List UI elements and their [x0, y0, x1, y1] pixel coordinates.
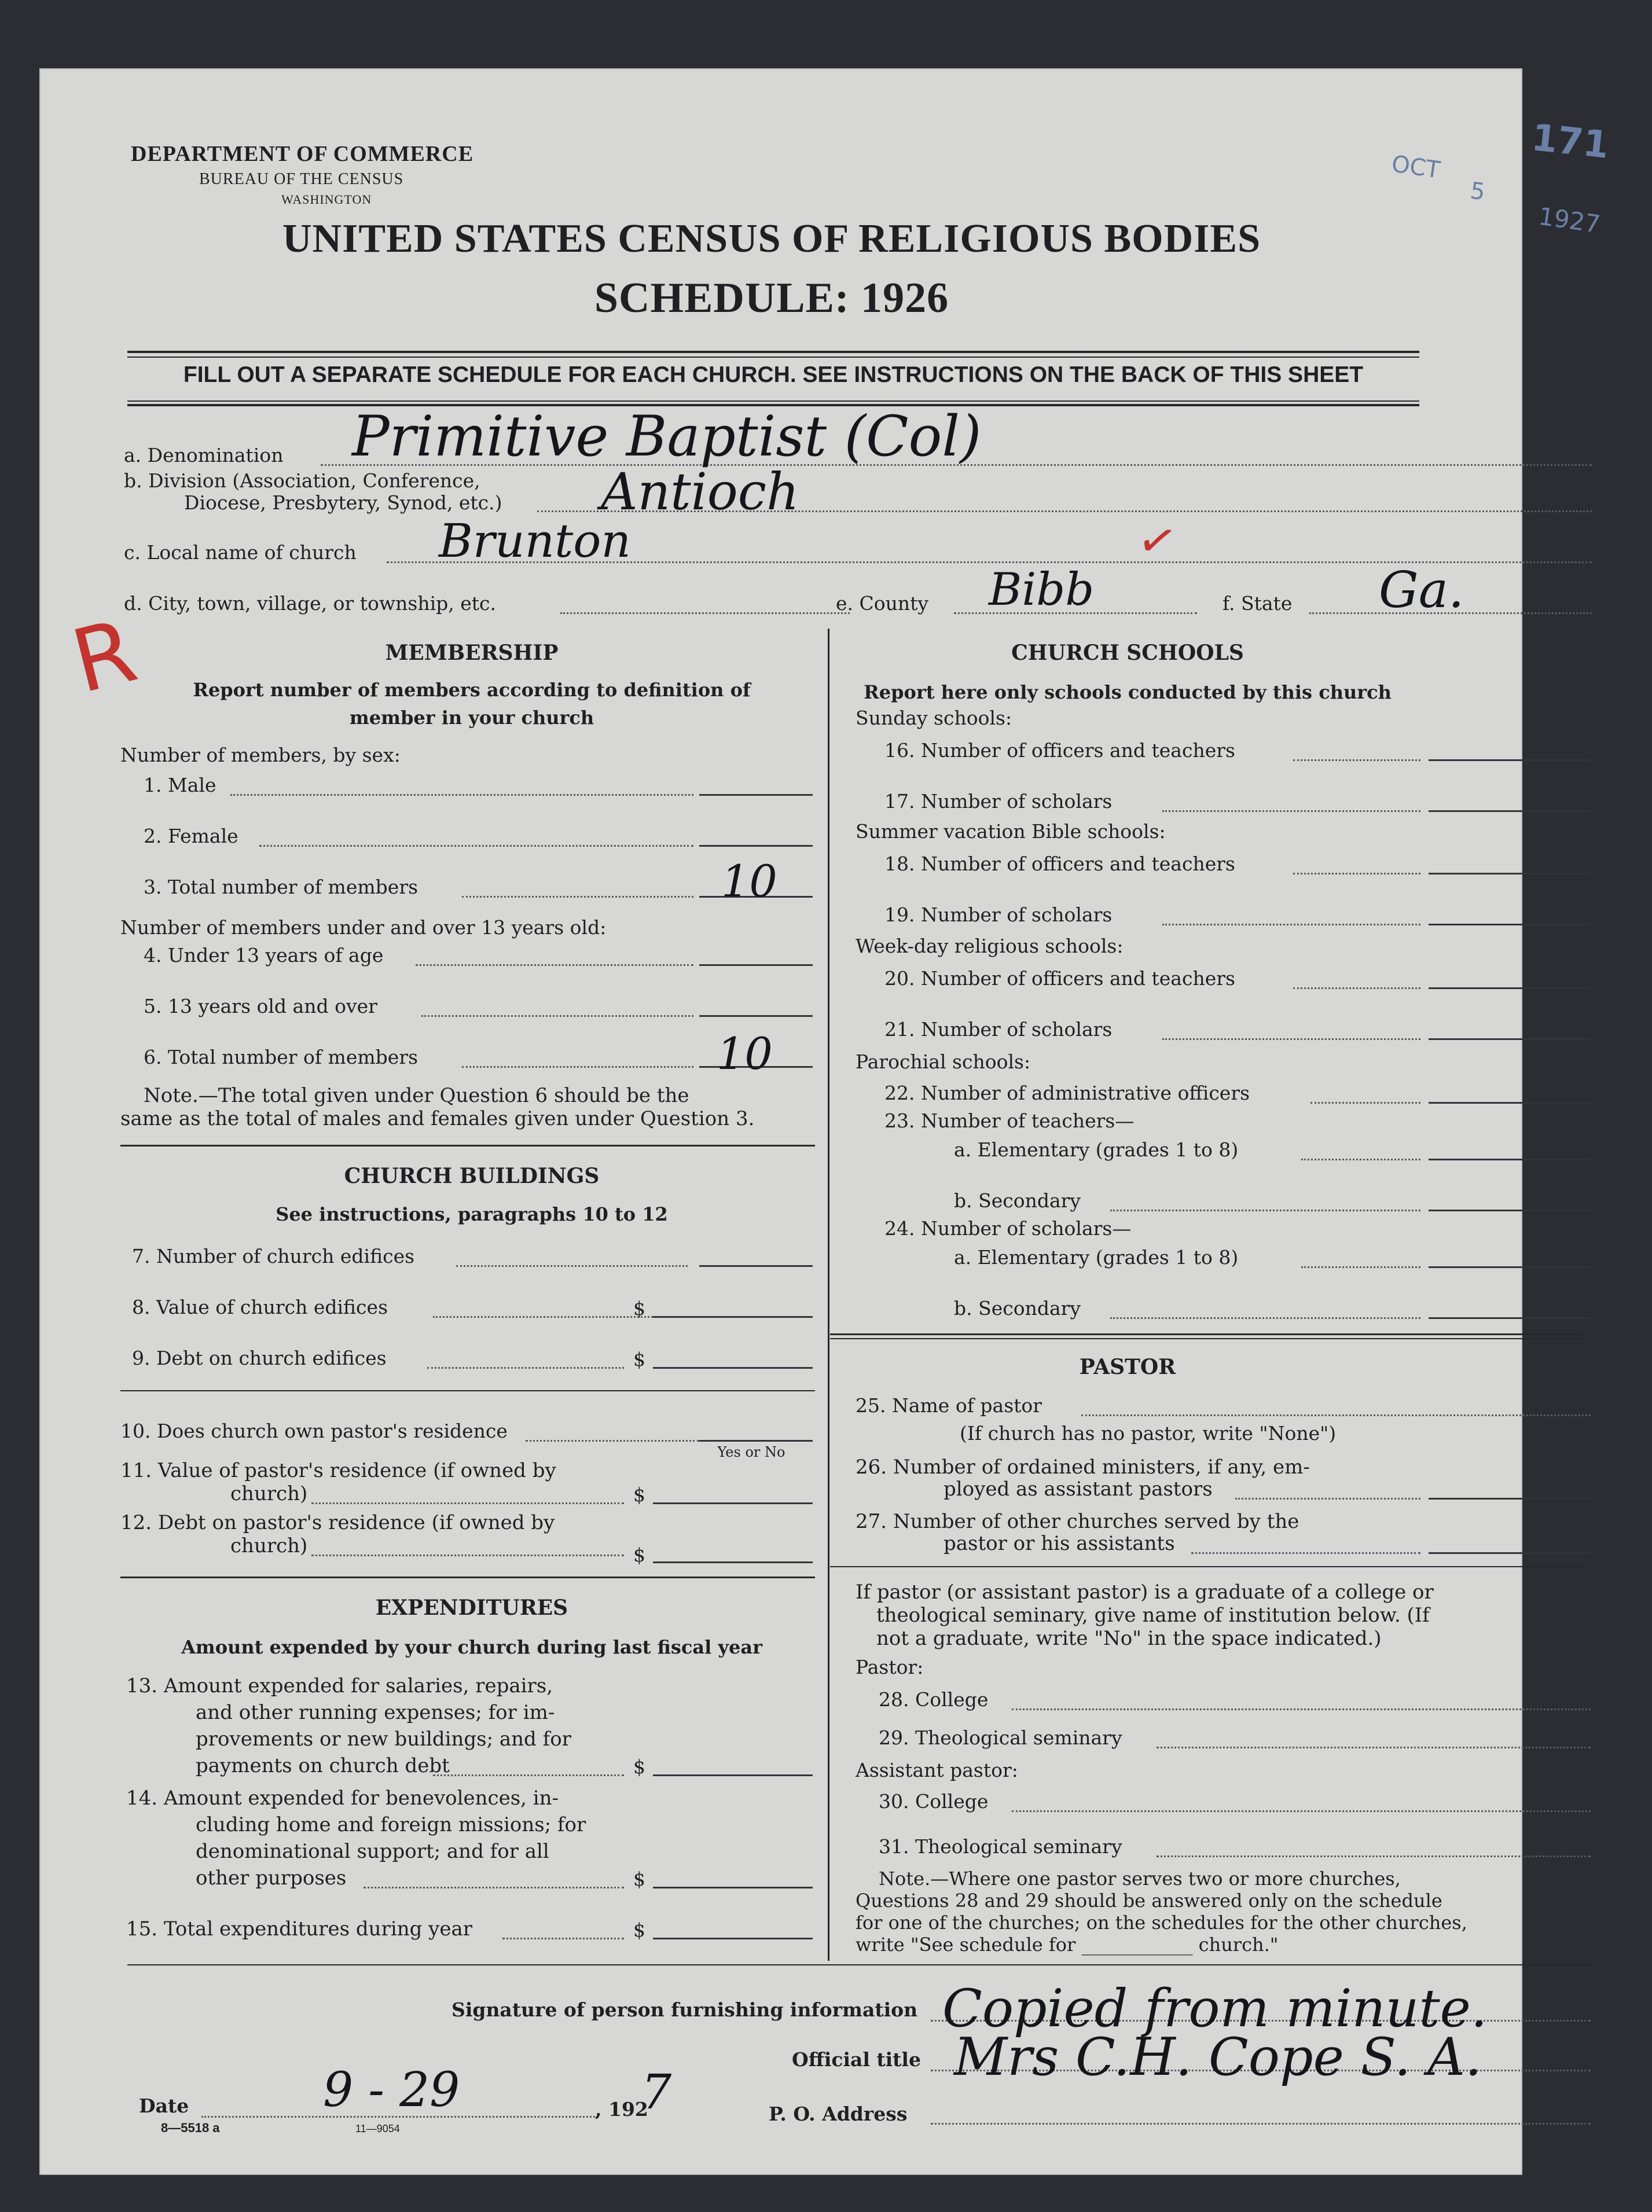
- graduate-instruction-2: theological seminary, give name of institution below. (If: [876, 1604, 1430, 1627]
- q23a-label: a. Elementary (grades 1 to 8): [954, 1138, 1239, 1161]
- q13-label-3: provements or new buildings; and for: [196, 1728, 571, 1751]
- membership-intro-1: Report number of members according to definition of: [193, 679, 751, 701]
- members-by-sex-label: Number of members, by sex:: [120, 744, 401, 766]
- membership-intro-2: member in your church: [349, 707, 594, 729]
- state-label: f. State: [1223, 592, 1293, 615]
- denomination-value: Primitive Baptist (Col): [352, 404, 982, 469]
- q30-field[interactable]: [1012, 1810, 1591, 1812]
- q1-male-field[interactable]: [699, 794, 813, 796]
- parochial-schools-label: Parochial schools:: [856, 1050, 1031, 1073]
- q28-field[interactable]: [1012, 1708, 1591, 1710]
- assistant-pastor-subheading: Assistant pastor:: [856, 1759, 1018, 1781]
- q14-label-4: other purposes: [196, 1866, 347, 1890]
- dollar-sign: $: [633, 1919, 645, 1941]
- pastor-heading: PASTOR: [1079, 1355, 1176, 1379]
- q13-label-2: and other running expenses; for im-: [196, 1701, 555, 1724]
- q4-under13-field[interactable]: [699, 964, 813, 966]
- q24b-field[interactable]: [1429, 1317, 1591, 1319]
- q2-female-label: 2. Female: [144, 825, 238, 847]
- dollar-sign: $: [633, 1297, 645, 1320]
- q12-debt-field[interactable]: [653, 1561, 813, 1563]
- q16-label: 16. Number of officers and teachers: [884, 739, 1235, 762]
- q14-label-2: cluding home and foreign missions; for: [196, 1813, 586, 1836]
- membership-heading: MEMBERSHIP: [385, 641, 559, 665]
- date-label: Date: [139, 2095, 189, 2117]
- official-title-label: Official title: [792, 2048, 921, 2071]
- dollar-sign: $: [633, 1348, 645, 1370]
- q5-over13-label: 5. 13 years old and over: [144, 995, 377, 1017]
- signature-value: Copied from minute.: [942, 1978, 1488, 2039]
- q24a-field[interactable]: [1429, 1266, 1591, 1268]
- schools-heading: CHURCH SCHOOLS: [1011, 641, 1244, 665]
- q6-total-value: 10: [717, 1028, 773, 1079]
- column-divider: [828, 629, 829, 1961]
- pastor-note-3: for one of the churches; on the schedules for the other churches,: [856, 1912, 1467, 1934]
- q19-field[interactable]: [1429, 924, 1591, 925]
- q26-label-2: ployed as assistant pastors: [944, 1478, 1213, 1501]
- dollar-sign: $: [633, 1544, 645, 1566]
- q10-residence-field[interactable]: [699, 1440, 813, 1442]
- po-address-label: P. O. Address: [769, 2103, 908, 2125]
- q7-edifices-label: 7. Number of church edifices: [132, 1245, 415, 1267]
- year-prefix: , 192: [595, 2098, 648, 2121]
- q3-total-value: 10: [721, 855, 777, 907]
- schools-subheading: Report here only schools conducted by this church: [864, 681, 1392, 703]
- dollar-sign: $: [633, 1483, 645, 1506]
- q15-label: 15. Total expenditures during year: [126, 1917, 473, 1941]
- file-number-stamp: 171: [1529, 116, 1611, 167]
- members-by-age-label: Number of members under and over 13 years old:: [120, 916, 607, 939]
- q2-female-field[interactable]: [699, 845, 813, 847]
- summer-schools-label: Summer vacation Bible schools:: [856, 820, 1166, 843]
- q23-label: 23. Number of teachers—: [884, 1109, 1135, 1132]
- q29-label: 29. Theological seminary: [879, 1726, 1122, 1749]
- red-review-mark: R: [63, 600, 146, 714]
- q26-field[interactable]: [1429, 1498, 1591, 1500]
- q9-debt-field[interactable]: [653, 1367, 813, 1369]
- form-title: UNITED STATES CENSUS OF RELIGIOUS BODIES: [282, 216, 1261, 261]
- q29-field[interactable]: [1157, 1747, 1591, 1748]
- q12-label-1: 12. Debt on pastor's residence (if owned by: [120, 1511, 555, 1534]
- q24a-label: a. Elementary (grades 1 to 8): [954, 1246, 1239, 1269]
- weekday-schools-label: Week-day religious schools:: [856, 935, 1124, 957]
- q14-label-3: denominational support; and for all: [196, 1840, 549, 1863]
- expenditures-heading: EXPENDITURES: [375, 1596, 568, 1620]
- q30-label: 30. College: [879, 1790, 989, 1813]
- date-value: 9 - 29: [323, 2063, 460, 2118]
- q16-field[interactable]: [1429, 759, 1591, 761]
- q9-debt-label: 9. Debt on church edifices: [132, 1347, 387, 1369]
- sunday-schools-label: Sunday schools:: [856, 707, 1012, 729]
- q13-amount-field[interactable]: [653, 1774, 813, 1776]
- buildings-heading: CHURCH BUILDINGS: [344, 1164, 600, 1188]
- expenditures-subheading: Amount expended by your church during last fiscal year: [181, 1636, 762, 1658]
- q23b-field[interactable]: [1429, 1210, 1591, 1211]
- q25-note: (If church has no pastor, write "None"): [960, 1422, 1337, 1445]
- q8-value-label: 8. Value of church edifices: [132, 1296, 388, 1318]
- local-name-value: Brunton: [439, 514, 631, 568]
- q17-field[interactable]: [1429, 810, 1591, 812]
- division-label-line1: b. Division (Association, Conference,: [124, 469, 480, 492]
- q21-label: 21. Number of scholars: [884, 1018, 1113, 1041]
- q6-total-label: 6. Total number of members: [144, 1046, 418, 1068]
- q14-amount-field[interactable]: [653, 1887, 813, 1888]
- q28-label: 28. College: [879, 1688, 989, 1711]
- division-label-line2: Diocese, Presbytery, Synod, etc.): [184, 491, 502, 514]
- q3-total-label: 3. Total number of members: [144, 876, 418, 898]
- red-check-mark: ✓: [1133, 510, 1182, 571]
- q12-label-2: church): [230, 1534, 308, 1557]
- q19-label: 19. Number of scholars: [884, 903, 1113, 926]
- q31-field[interactable]: [1157, 1855, 1591, 1857]
- q13-label-1: 13. Amount expended for salaries, repairs,: [126, 1674, 553, 1697]
- graduate-instruction-1: If pastor (or assistant pastor) is a graduate of a college or: [856, 1581, 1434, 1604]
- membership-note-2: same as the total of males and females given under Question 3.: [120, 1107, 755, 1130]
- q25-field[interactable]: [1081, 1414, 1591, 1416]
- city-label: d. City, town, village, or township, etc.: [124, 592, 497, 615]
- form-number: 8—5518 a: [161, 2121, 220, 2135]
- q11-value-field[interactable]: [653, 1502, 813, 1504]
- dollar-sign: $: [633, 1755, 645, 1778]
- signature-label: Signature of person furnishing information: [451, 1998, 918, 2021]
- q27-label-2: pastor or his assistants: [944, 1532, 1175, 1555]
- bureau-heading: BUREAU OF THE CENSUS: [199, 170, 404, 188]
- pastor-note-4: write "See schedule for ____________ church.": [856, 1934, 1279, 1956]
- q4-under13-label: 4. Under 13 years of age: [144, 944, 384, 967]
- q21-field[interactable]: [1429, 1038, 1591, 1040]
- q5-over13-field[interactable]: [699, 1015, 813, 1017]
- q14-label-1: 14. Amount expended for benevolences, in-: [126, 1787, 559, 1810]
- dollar-sign: $: [633, 1868, 645, 1890]
- q1-male-label: 1. Male: [144, 774, 216, 796]
- received-month-stamp: OCT: [1390, 150, 1442, 184]
- membership-note-1: Note.—The total given under Question 6 should be the: [144, 1084, 689, 1107]
- print-number: 11—9054: [355, 2123, 400, 2134]
- pastor-note-1: Note.—Where one pastor serves two or more churches,: [879, 1868, 1401, 1890]
- q23a-field[interactable]: [1429, 1159, 1591, 1160]
- q17-label: 17. Number of scholars: [884, 790, 1113, 813]
- q11-label-2: church): [230, 1482, 308, 1505]
- city-line[interactable]: [560, 612, 850, 614]
- q13-label-4: payments on church debt: [196, 1754, 450, 1777]
- q24b-label: b. Secondary: [954, 1297, 1081, 1320]
- q20-field[interactable]: [1429, 987, 1591, 989]
- graduate-instruction-3: not a graduate, write "No" in the space indicated.): [876, 1627, 1382, 1650]
- year-value: 7: [641, 2065, 672, 2120]
- city-heading: WASHINGTON: [281, 192, 372, 207]
- q27-field[interactable]: [1429, 1552, 1591, 1554]
- q18-label: 18. Number of officers and teachers: [884, 853, 1235, 875]
- q20-label: 20. Number of officers and teachers: [884, 967, 1235, 990]
- buildings-subheading: See instructions, paragraphs 10 to 12: [276, 1203, 668, 1225]
- yes-no-hint: Yes or No: [717, 1444, 785, 1460]
- received-day-stamp: 5: [1468, 177, 1487, 206]
- county-value: Bibb: [989, 564, 1095, 616]
- q22-label: 22. Number of administrative officers: [884, 1082, 1250, 1104]
- census-schedule-sheet: [39, 68, 1611, 2175]
- q26-label-1: 26. Number of ordained ministers, if any, em-: [856, 1456, 1310, 1479]
- q27-label-1: 27. Number of other churches served by the: [856, 1510, 1299, 1533]
- q25-label: 25. Name of pastor: [856, 1394, 1042, 1417]
- q31-label: 31. Theological seminary: [879, 1835, 1122, 1858]
- pastor-note-2: Questions 28 and 29 should be answered only on the schedule: [856, 1890, 1442, 1912]
- state-value: Ga.: [1379, 561, 1464, 619]
- q10-residence-label: 10. Does church own pastor's residence: [120, 1420, 508, 1442]
- official-title-value: Mrs C.H. Cope S. A.: [954, 2027, 1482, 2088]
- q7-edifices-field[interactable]: [699, 1265, 813, 1267]
- q11-label-1: 11. Value of pastor's residence (if owned by: [120, 1459, 556, 1482]
- department-heading: DEPARTMENT OF COMMERCE: [131, 142, 474, 166]
- q8-value-field[interactable]: [653, 1316, 813, 1318]
- q23b-label: b. Secondary: [954, 1189, 1081, 1212]
- local-name-label: c. Local name of church: [124, 541, 357, 564]
- denomination-label: a. Denomination: [124, 444, 284, 466]
- q24-label: 24. Number of scholars—: [884, 1217, 1132, 1240]
- form-subtitle: SCHEDULE: 1926: [594, 274, 949, 322]
- instruction-banner: FILL OUT A SEPARATE SCHEDULE FOR EACH CHURCH. SEE INSTRUCTIONS ON THE BACK OF THIS SHEET: [183, 362, 1364, 387]
- q15-amount-field[interactable]: [653, 1938, 813, 1939]
- q22-field[interactable]: [1429, 1102, 1591, 1104]
- po-address-field[interactable]: [931, 2123, 1591, 2125]
- received-year-stamp: 1927: [1537, 201, 1602, 239]
- pastor-subheading: Pastor:: [856, 1656, 924, 1678]
- division-value: Antioch: [601, 462, 799, 521]
- county-label: e. County: [836, 592, 929, 615]
- q18-field[interactable]: [1429, 873, 1591, 874]
